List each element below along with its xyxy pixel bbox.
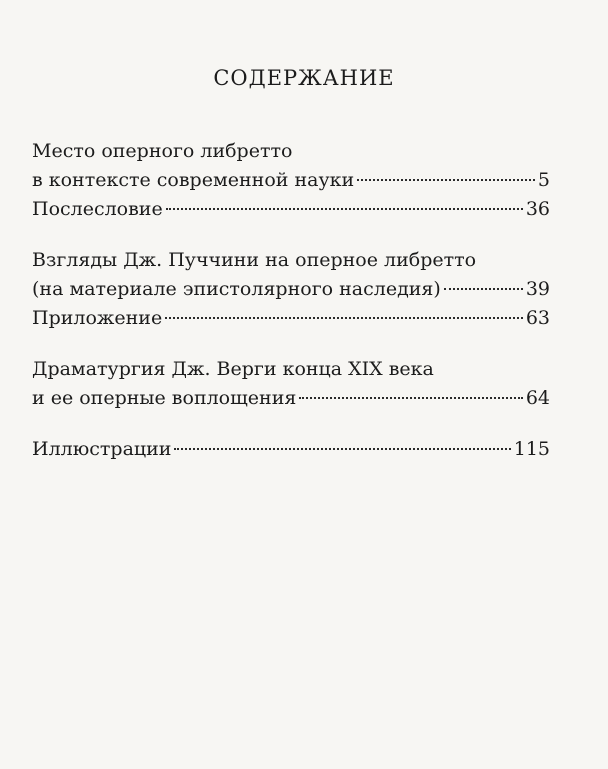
toc-page-number: 64	[525, 387, 550, 409]
dot-leader	[166, 208, 523, 210]
toc-page-number: 36	[525, 198, 550, 220]
toc-entry-title: (на материале эпистолярного наследия)	[32, 278, 441, 300]
toc-section-1	[32, 137, 550, 224]
toc-page-number: 5	[537, 169, 550, 191]
toc-entry[interactable]	[32, 166, 550, 195]
toc-section-4	[32, 435, 550, 464]
toc-entry-title: Послесловие	[32, 198, 163, 220]
toc-entry-title: Иллюстрации	[32, 438, 172, 460]
toc-section-3	[32, 355, 550, 413]
toc-entry[interactable]	[32, 195, 550, 224]
page-title: СОДЕРЖАНИЕ	[213, 66, 395, 90]
toc-entry[interactable]	[32, 275, 550, 304]
toc-entry[interactable]	[32, 435, 550, 464]
toc-entry-title: и ее оперные воплощения	[32, 387, 297, 409]
toc-entry[interactable]	[32, 384, 550, 413]
dot-leader	[299, 397, 522, 399]
toc-page-number: 115	[513, 438, 550, 460]
toc-heading-line: Место оперного либретто	[32, 140, 293, 162]
dot-leader	[444, 288, 523, 290]
toc-heading-line: Взгляды Дж. Пуччини на оперное либретто	[32, 249, 477, 271]
toc-page-number: 39	[525, 278, 550, 300]
table-of-contents	[32, 137, 550, 486]
dot-leader	[357, 179, 535, 181]
toc-entry-title: в контексте современной науки	[32, 169, 355, 191]
dot-leader	[174, 448, 510, 450]
dot-leader	[165, 317, 523, 319]
toc-heading-line: Драматургия Дж. Верги конца XIX века	[32, 358, 434, 380]
toc-section-2	[32, 246, 550, 333]
toc-page-number: 63	[525, 307, 550, 329]
toc-entry-title: Приложение	[32, 307, 163, 329]
toc-entry[interactable]	[32, 304, 550, 333]
